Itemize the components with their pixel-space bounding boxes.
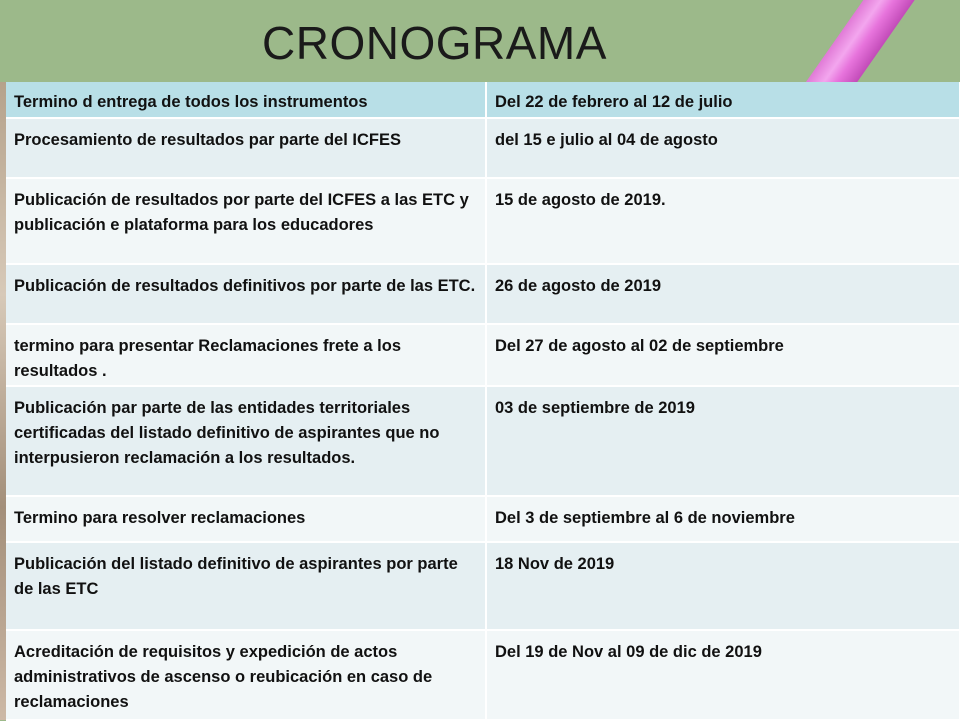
decorative-pencil-area — [780, 0, 960, 82]
table-row — [6, 264, 960, 324]
date-cell: Del 22 de febrero al 12 de julio — [486, 82, 960, 118]
date-cell: Del 3 de septiembre al 6 de noviembre — [486, 496, 960, 542]
activity-cell: Procesamiento de resultados par parte del ICFES — [6, 118, 486, 178]
pencil-icon — [801, 0, 921, 82]
activity-cell: termino para presentar Reclamaciones frete a los resultados . — [6, 324, 486, 386]
activity-cell: Termino para resolver reclamaciones — [6, 496, 486, 542]
activity-cell: Publicación par parte de las entidades territoriales certificadas del listado definitivo de aspirantes que no interpusieron reclamación a los resultados. — [6, 386, 486, 496]
table-row — [6, 324, 960, 386]
date-cell: Del 19 de Nov al 09 de dic de 2019 — [486, 630, 960, 720]
activity-cell: Acreditación de requisitos y expedición de actos administrativos de ascenso o reubicación en caso de reclamaciones — [6, 630, 486, 720]
table-row — [6, 82, 960, 118]
schedule-table — [6, 82, 960, 721]
activity-cell: Publicación del listado definitivo de aspirantes por parte de las ETC — [6, 542, 486, 630]
date-cell: del 15 e julio al 04 de agosto — [486, 118, 960, 178]
date-cell: 26 de agosto de 2019 — [486, 264, 960, 324]
table-row — [6, 118, 960, 178]
activity-cell: Publicación de resultados por parte del ICFES a las ETC y publicación e plataforma para los educadores — [6, 178, 486, 264]
table-row — [6, 496, 960, 542]
table-row — [6, 386, 960, 496]
table-row — [6, 630, 960, 720]
activity-cell: Publicación de resultados definitivos por parte de las ETC. — [6, 264, 486, 324]
date-cell: 18 Nov de 2019 — [486, 542, 960, 630]
table-row — [6, 542, 960, 630]
date-cell: Del 27 de agosto al 02 de septiembre — [486, 324, 960, 386]
activity-cell: Termino d entrega de todos los instrumentos — [6, 82, 486, 118]
date-cell: 03 de septiembre de 2019 — [486, 386, 960, 496]
table-row — [6, 178, 960, 264]
date-cell: 15 de agosto de 2019. — [486, 178, 960, 264]
slide-title: CRONOGRAMA — [262, 17, 607, 69]
